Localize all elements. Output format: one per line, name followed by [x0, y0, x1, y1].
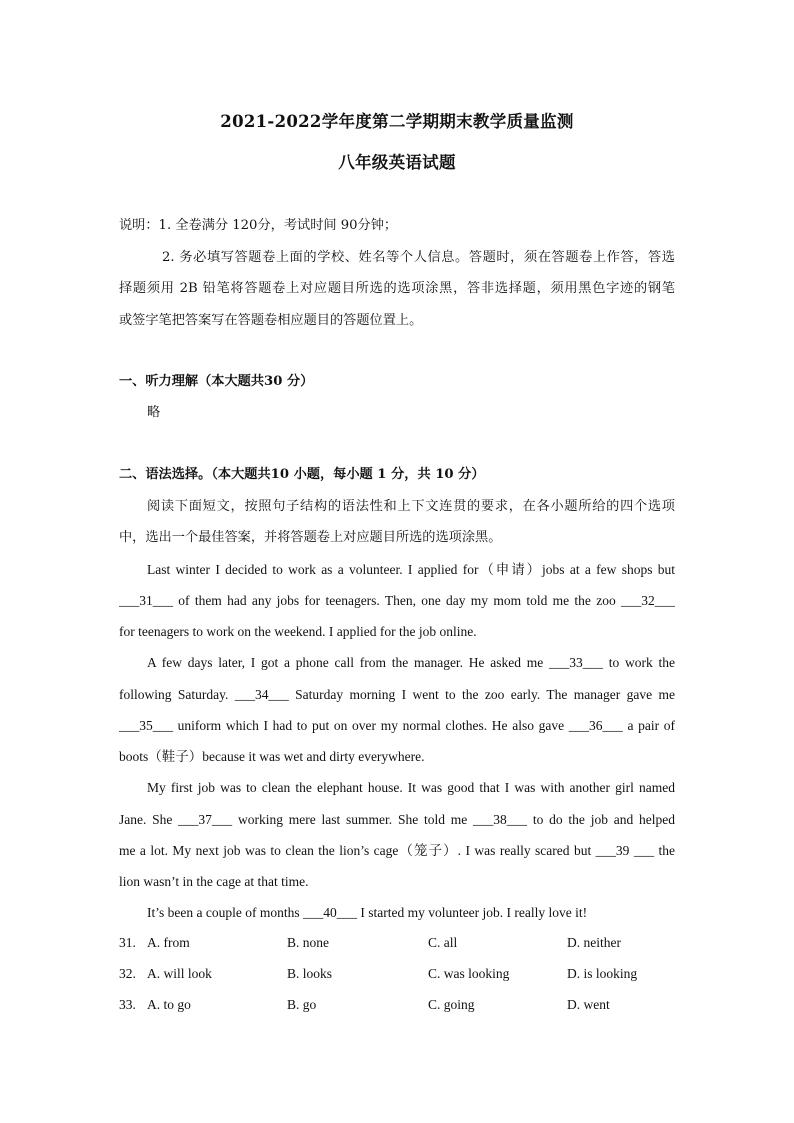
option-a: A. to go: [147, 997, 191, 1012]
option-a: A. will look: [147, 966, 212, 981]
option-d: D. went: [567, 997, 610, 1012]
passage-line: ___35___ uniform which I had to put on over my normal clothes. He also gave ___36___ a pair of: [119, 718, 675, 733]
passage-line: lion wasn’t in the cage at that time.: [119, 874, 309, 889]
option-b: B. none: [287, 935, 329, 950]
option-b: B. looks: [287, 966, 333, 981]
exam-title: 2021-2022学年度第二学期期末教学质量监测: [220, 112, 574, 131]
option-b: B. go: [287, 997, 317, 1012]
section1-heading: 一、听力理解（本大题共30 分）: [119, 374, 314, 389]
option-a: A. from: [147, 935, 190, 950]
section1-note: 略: [147, 405, 161, 420]
question-number: 33.: [119, 997, 136, 1012]
section2-intro-2: 中，选出一个最佳答案，并将答题卷上对应题目所选的选项涂黑。: [119, 530, 502, 545]
question-number: 31.: [119, 935, 136, 950]
instruction-line-3: 择题须用 2B 铅笔将答题卷上对应题目所选的选项涂黑，答非选择题，须用黑色字迹的钢笔: [119, 281, 675, 296]
option-d: D. neither: [567, 935, 621, 950]
option-c: C. was looking: [428, 966, 510, 981]
question-row: [119, 966, 675, 984]
passage-line: Last winter I decided to work as a volunteer. I applied for（申请）jobs at a few shops but: [147, 562, 675, 577]
option-c: C. going: [428, 997, 475, 1012]
section2-intro-1: 阅读下面短文，按照句子结构的语法性和上下文连贯的要求，在各小题所给的四个选项: [147, 499, 675, 514]
passage-line: me a lot. My next job was to clean the lion’s cage（笼子）. I was really scared but ___39 ___ the: [119, 843, 675, 858]
option-d: D. is looking: [567, 966, 638, 981]
passage-line: ___31___ of them had any jobs for teenagers. Then, one day my mom told me the zoo ___32___: [119, 593, 675, 608]
question-number: 32.: [119, 966, 136, 981]
passage-line: A few days later, I got a phone call from the manager. He asked me ___33___ to work the: [147, 655, 675, 670]
passage-line: following Saturday. ___34___ Saturday morning I went to the zoo early. The manager gave me: [119, 687, 675, 702]
passage-line: It’s been a couple of months ___40___ I started my volunteer job. I really love it!: [147, 905, 588, 920]
section2-heading: 二、语法选择。（本大题共10 小题，每小题 1 分，共 10 分）: [119, 467, 485, 482]
passage-line: My first job was to clean the elephant house. It was good that I was with another girl named: [147, 780, 675, 795]
instruction-line-2: 2. 务必填写答题卷上面的学校、姓名等个人信息。答题时，须在答题卷上作答，答选: [162, 250, 675, 265]
passage-line: boots（鞋子）because it was wet and dirty everywhere.: [119, 749, 425, 764]
question-row: [119, 935, 675, 953]
instruction-line-4: 或签字笔把答案写在答题卷相应题目的答题位置上。: [119, 313, 423, 328]
passage-line: Jane. She ___37___ working mere last summer. She told me ___38___ to do the job and helped: [119, 812, 675, 827]
passage-line: for teenagers to work on the weekend. I applied for the job online.: [119, 624, 477, 639]
instruction-line-1: 说明：1. 全卷满分 120分，考试时间 90分钟；: [119, 218, 398, 233]
option-c: C. all: [428, 935, 458, 950]
question-row: [119, 997, 675, 1015]
exam-subtitle: 八年级英语试题: [338, 153, 456, 172]
